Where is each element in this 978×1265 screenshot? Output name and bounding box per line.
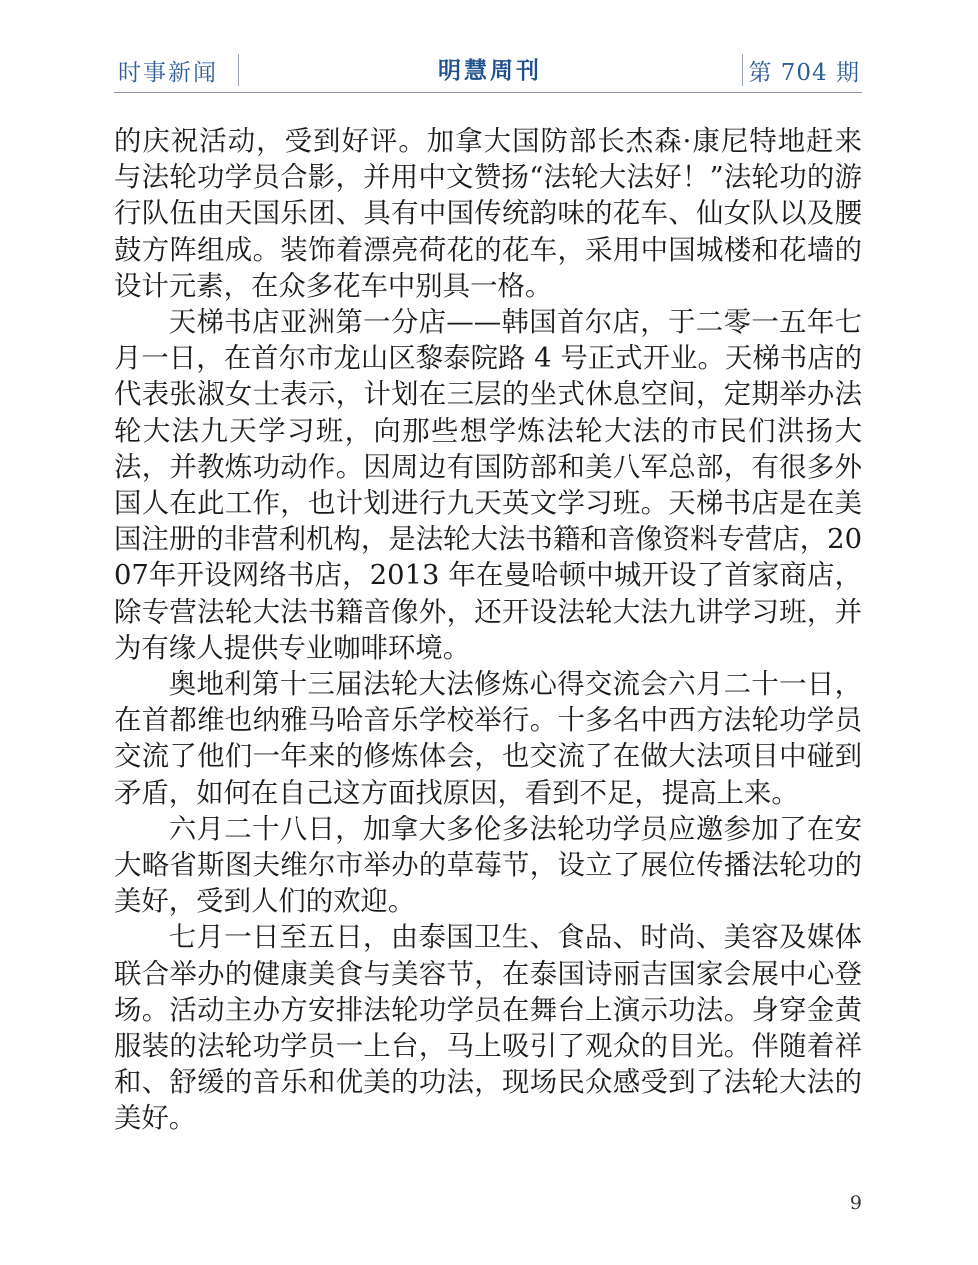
paragraph-continued: 的庆祝活动，受到好评。加拿大国防部长杰森·康尼特地赶来与法轮功学员合影，并用中文赞扬“法轮大法好！”法轮功的游行队伍由天国乐团、具有中国传统韵味的花车、仙女队以及腰鼓方阵组成。装饰着漂亮荷花的花车，采用中国城楼和花墙的设计元素，在众多花车中别具一格。: [114, 126, 862, 302]
paragraph: 七月一日至五日，由泰国卫生、食品、时尚、美容及媒体联合举办的健康美食与美容节，在泰国诗丽吉国家会展中心登场。活动主办方安排法轮功学员在舞台上演示功法。身穿金黄服装的法轮功学员一上台，马上吸引了观众的目光。伴随着祥和、舒缓的音乐和优美的功法，现场民众感受到了法轮大法的美好。: [114, 922, 862, 1135]
section-title: 时事新闻: [118, 60, 218, 86]
paragraph: 奥地利第十三届法轮大法修炼心得交流会六月二十一日，在首都维也纳雅马哈音乐学校举行。十多名中西方法轮功学员交流了他们一年来的修炼体会，也交流了在做大法项目中碰到矛盾，如何在自己这方面找原因，看到不足，提高上来。: [114, 669, 862, 809]
header-divider-right: [742, 54, 743, 86]
publication-title: 明慧周刊: [438, 57, 542, 84]
issue-number: 第 704 期: [748, 60, 860, 86]
page-number: 9: [849, 1192, 862, 1214]
article-body: [114, 124, 862, 1138]
paragraph: 天梯书店亚洲第一分店——韩国首尔店，于二零一五年七月一日，在首尔市龙山区黎泰院路 4 号正式开业。天梯书店的代表张淑女士表示，计划在三层的坐式休息空间，定期举办法轮大法九天学习班，向那些想学炼法轮大法的市民们洪扬大法，并教炼功动作。因周边有国防部和美八军总部，有很多外国人在此工作，也计划进行九天英文学习班。天梯书店是在美国注册的非营利机构，是法轮大法书籍和音像资料专营店，2007年开设网络书店，2013 年在曼哈顿中城开设了首家商店，除专营法轮大法书籍音像外，还开设法轮大法九讲学习班，并为有缘人提供专业咖啡环境。: [114, 307, 862, 664]
paragraph: 六月二十八日，加拿大多伦多法轮功学员应邀参加了在安大略省斯图夫维尔市举办的草莓节，设立了展位传播法轮功的美好，受到人们的欢迎。: [114, 813, 862, 918]
page-header: [114, 50, 862, 93]
